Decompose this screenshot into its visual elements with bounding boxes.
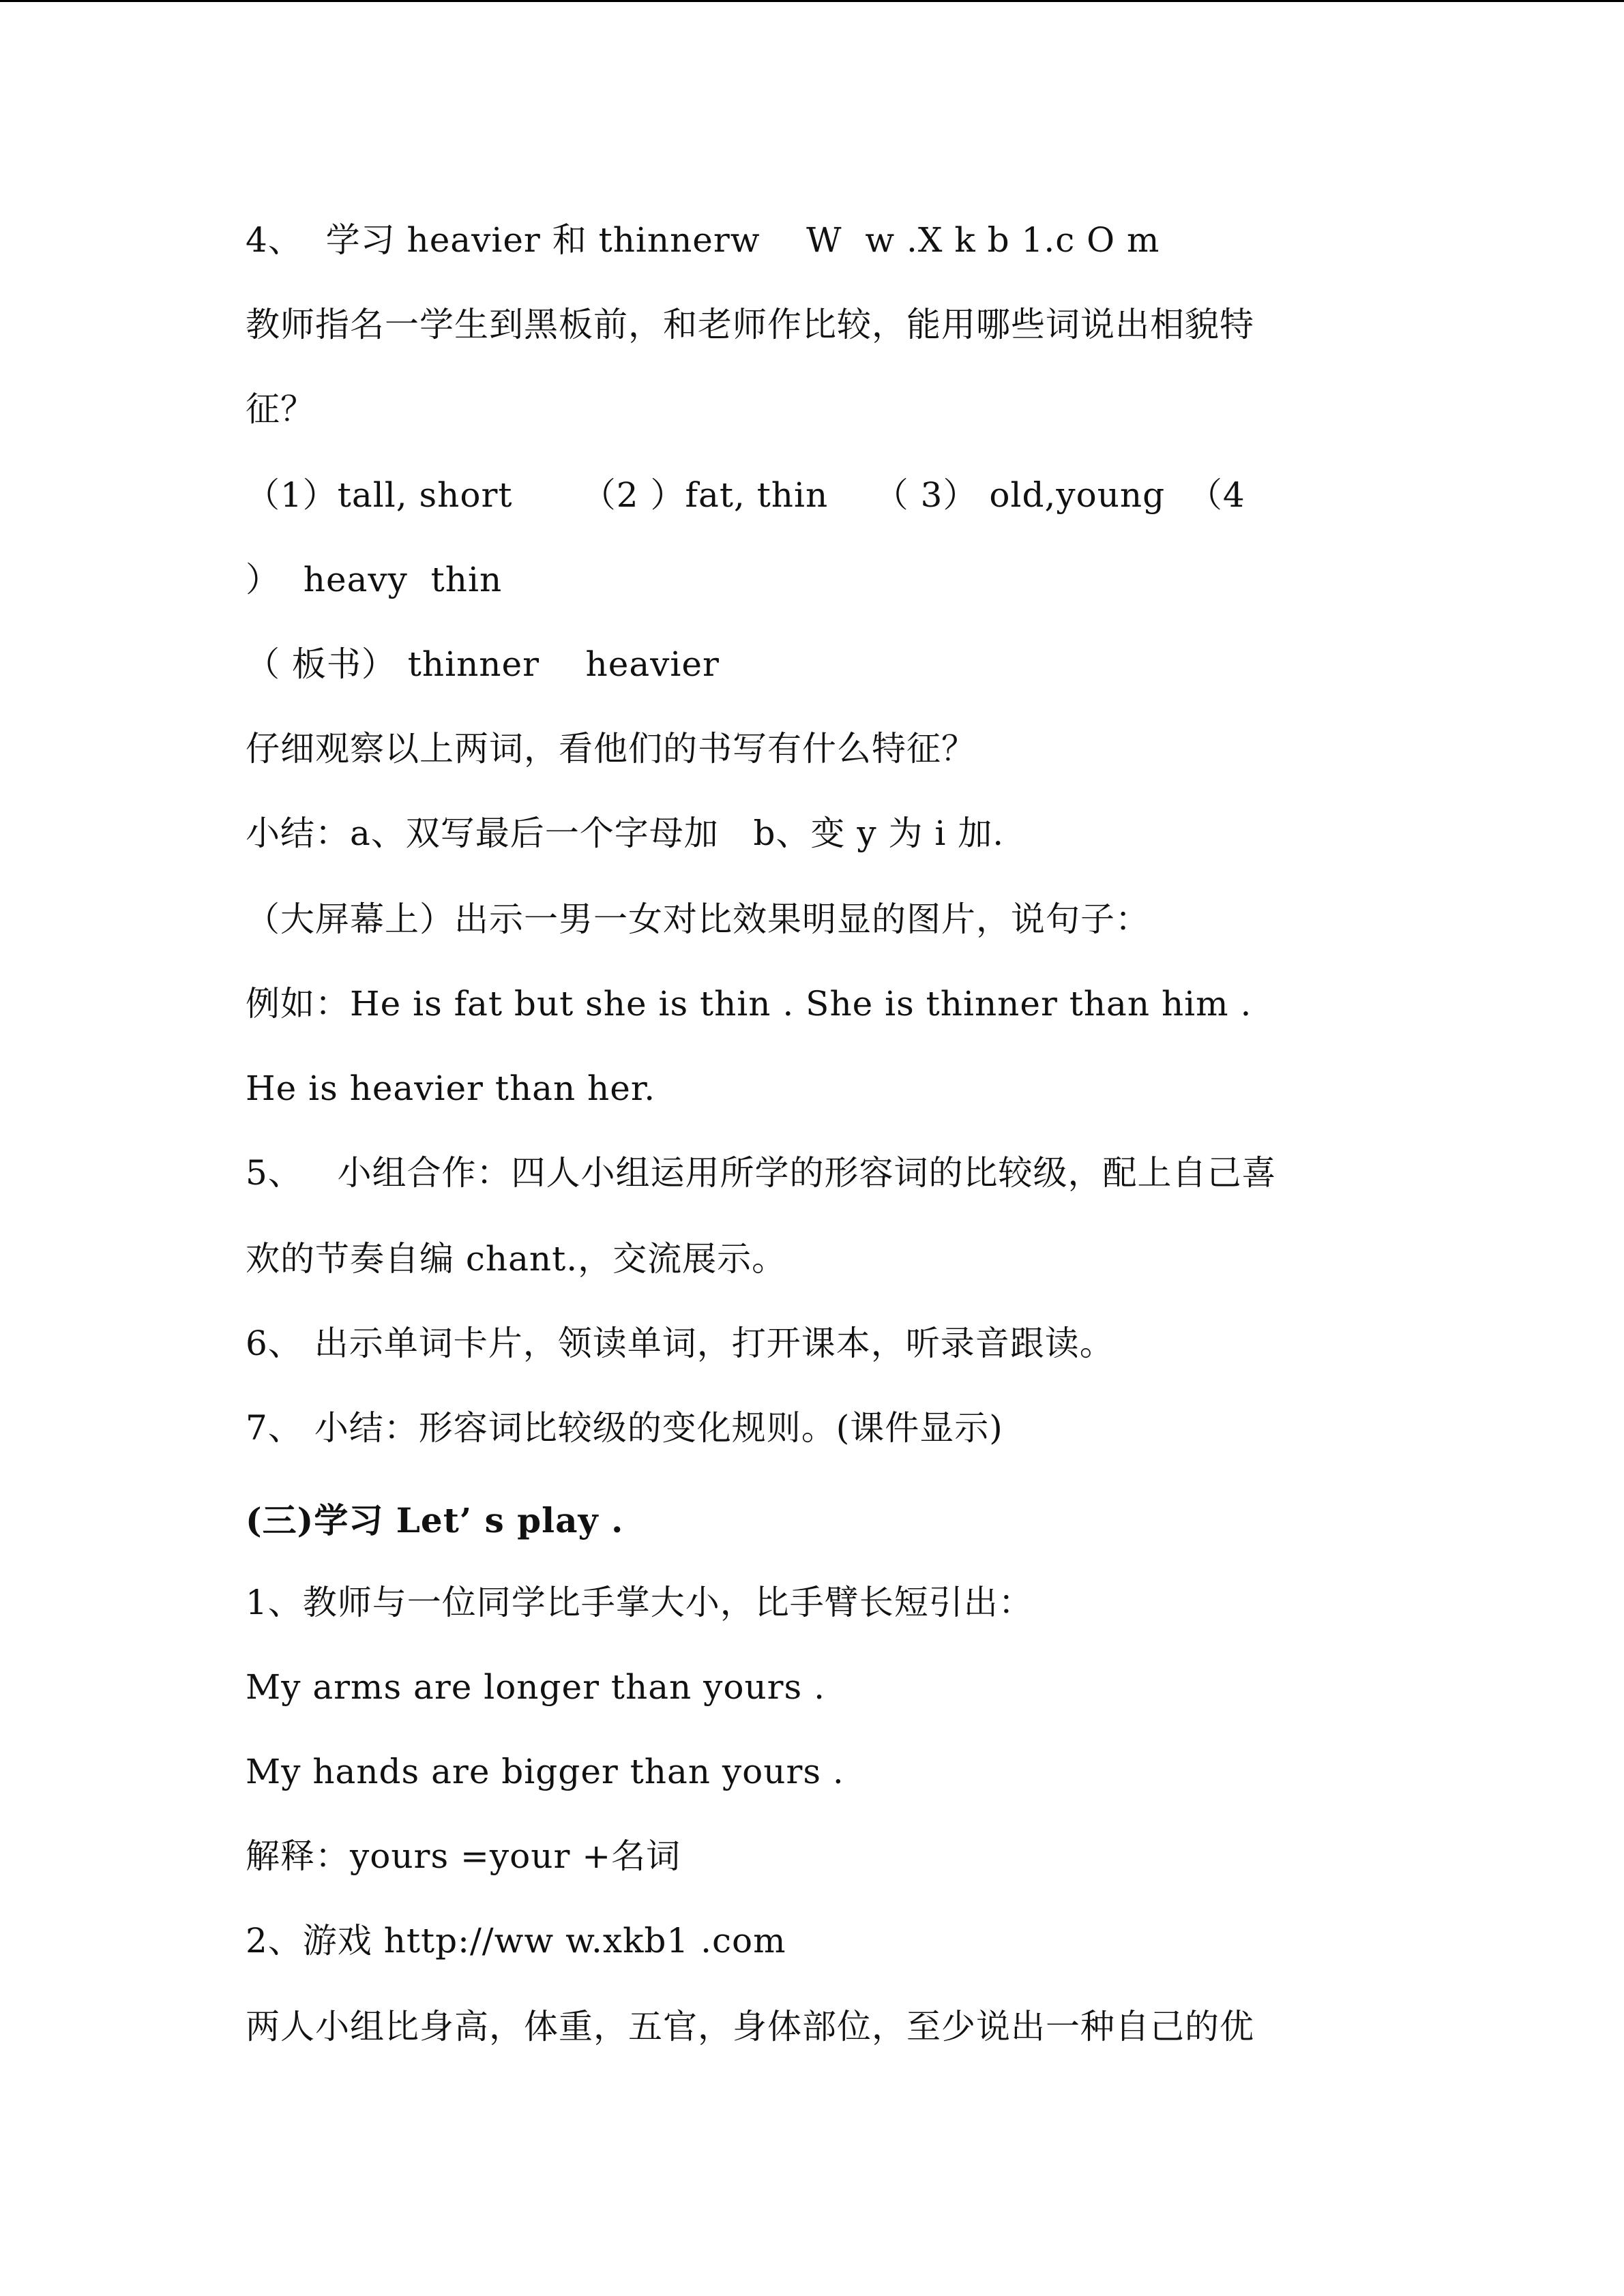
section-heading-lets-play: (三)学习 Let’ s play . [246, 1500, 624, 1540]
example-sentence: He is heavier than her. [246, 1069, 656, 1108]
section-6-line: 6、 出示单词卡片，领读单词，打开课本，听录音跟读。 [246, 1324, 1114, 1363]
game-line: 2、游戏 http://ww w.xkb1 .com [246, 1921, 786, 1960]
blackboard-note: （ 板书） thinner heavier [246, 644, 720, 684]
section-5-line: 5、 小组合作：四人小组运用所学的形容词的比较级，配上自己喜 [246, 1153, 1277, 1193]
summary-line: 小结：a、双写最后一个字母加 b、变 y 为 i 加. [246, 814, 1005, 853]
paragraph-line: 两人小组比身高，体重，五官，身体部位，至少说出一种自己的优 [246, 2007, 1254, 2046]
explanation-line: 解释：yours =your +名词 [246, 1836, 681, 1876]
paragraph-line: 教师指名一学生到黑板前，和老师作比较，能用哪些词说出相貌特 [246, 305, 1254, 344]
section-7-line: 7、 小结：形容词比较级的变化规则。(课件显示) [246, 1408, 1003, 1448]
paragraph-line: 征？ [246, 389, 315, 429]
example-sentence: My hands are bigger than yours . [246, 1752, 844, 1791]
top-border-rule [0, 0, 1624, 2]
paragraph-line: 仔细观察以上两词，看他们的书写有什么特征？ [246, 729, 976, 769]
example-sentence: 例如：He is fat but she is thin . She is thinner than him . [246, 984, 1252, 1024]
example-sentence: My arms are longer than yours . [246, 1667, 825, 1707]
paragraph-line: （大屏幕上）出示一男一女对比效果明显的图片，说句子： [246, 899, 1150, 939]
vocab-list-line: （1）tall, short （2 ）fat, thin （ 3） old,young （4 [246, 475, 1245, 515]
paragraph-line: 1、教师与一位同学比手掌大小，比手臂长短引出： [246, 1583, 1033, 1622]
section-4-title: 4、 学习 heavier 和 thinnerw W w .X k b 1.c O m [246, 220, 1160, 260]
section-5-line: 欢的节奏自编 chant.，交流展示。 [246, 1239, 787, 1279]
vocab-list-line: ） heavy thin [246, 560, 503, 599]
